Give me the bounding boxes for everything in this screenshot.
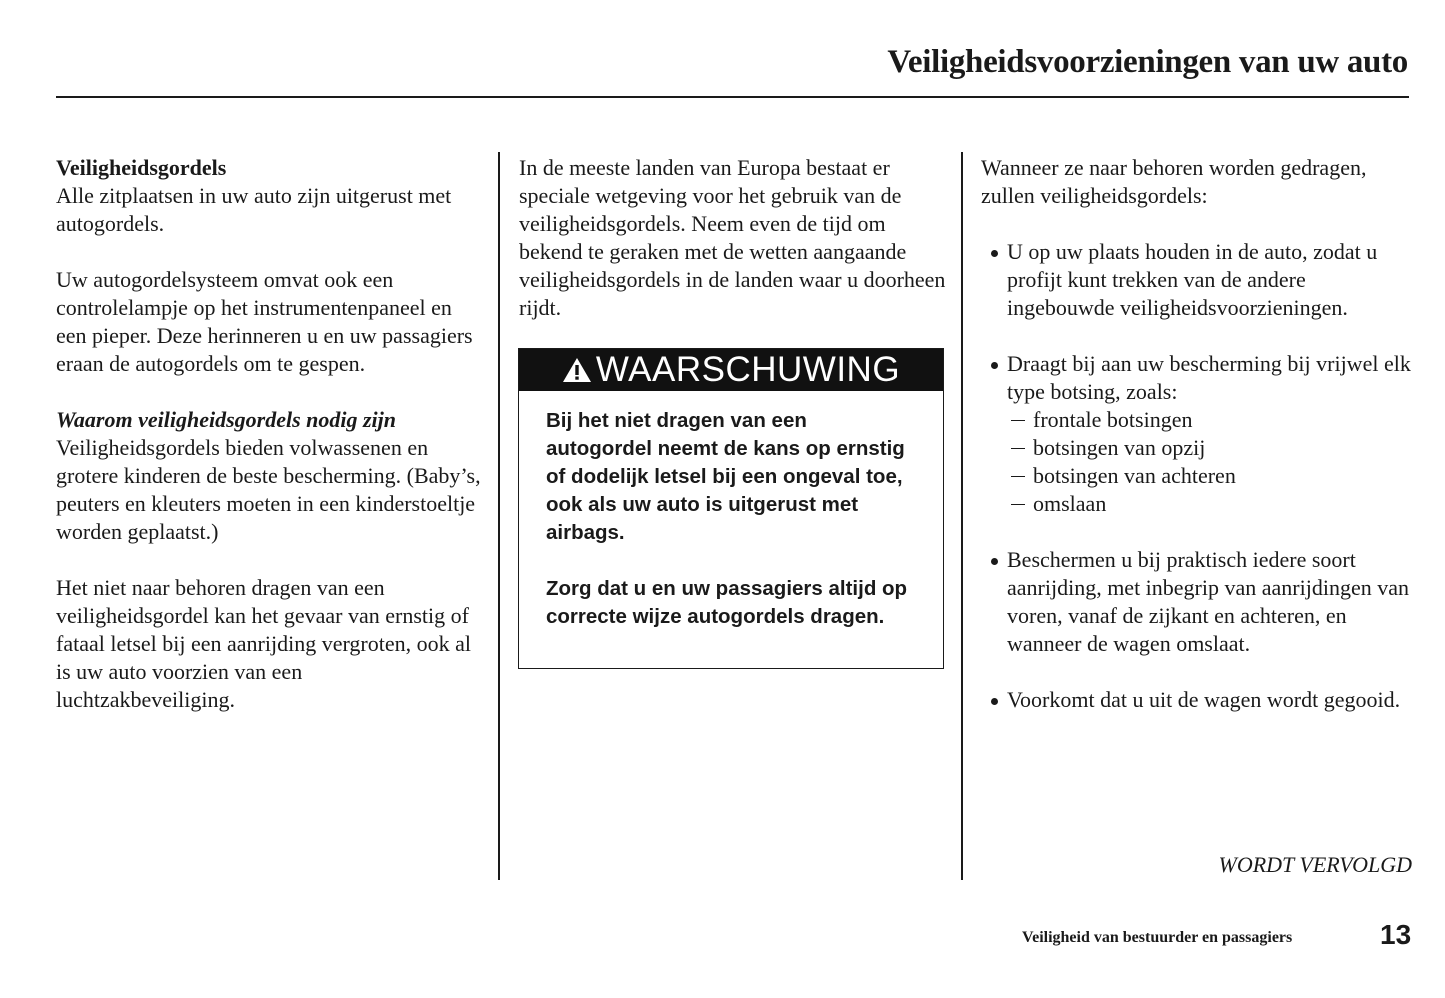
list-item: U op uw plaats houden in de auto, zodat u profijt kunt trekken van de andere ingebouwde veiligheidsvoorzieningen. xyxy=(981,238,1413,322)
why-text: Veiligheidsgordels bieden volwassenen en grotere kinderen de beste bescherming. (Baby’s, peuters en kleuters moeten in een kinderstoeltje worden geplaatst.) xyxy=(56,435,481,544)
law-paragraph: In de meeste landen van Europa bestaat er speciale wetgeving voor het gebruik van de veiligheidsgordels. Neem even de tijd om bekend te geraken met de wetten aangaande veiligheidsgordels in de landen waar u doorheen rijdt. xyxy=(519,155,946,320)
risk-paragraph: Het niet naar behoren dragen van een veiligheidsgordel kan het gevaar van ernstig of fataal letsel bij een aanrijding vergroten, ook al is uw auto voorzien van een luchtzakbeveiliging. xyxy=(56,575,471,712)
warning-text-2: Zorg dat u en uw passagiers altijd op correcte wijze autogordels dragen. xyxy=(546,577,908,628)
why-paragraph xyxy=(56,406,486,546)
page-title: Veiligheidsvoorzieningen van uw auto xyxy=(887,44,1408,80)
benefits-list xyxy=(981,238,1413,714)
column-2 xyxy=(519,154,947,350)
warning-title: WAARSCHUWING xyxy=(595,350,901,389)
benefits-intro: Wanneer ze naar behoren worden gedragen, zullen veiligheidsgordels: xyxy=(981,155,1367,208)
intro-paragraph xyxy=(56,154,486,238)
sub-list-item: omslaan xyxy=(1007,490,1413,518)
section-heading: Veiligheidsgordels xyxy=(56,155,227,180)
collision-types-list xyxy=(1007,406,1413,518)
system-paragraph: Uw autogordelsysteem omvat ook een controlelampje op het instrumentenpaneel en een pieper. Deze herinneren u en uw passagiers eraan de autogordels om te gespen. xyxy=(56,267,473,376)
header-rule xyxy=(56,96,1409,98)
column-divider-right xyxy=(961,152,963,880)
page-number: 13 xyxy=(1380,919,1412,950)
list-item: Voorkomt dat u uit de wagen wordt gegooid. xyxy=(981,686,1413,714)
column-1 xyxy=(56,154,486,742)
list-item: Beschermen u bij praktisch iedere soort aanrijding, met inbegrip van aanrijdingen van voren, vanaf de zijkant en achteren, en wanneer de wagen omslaat. xyxy=(981,546,1413,658)
warning-box xyxy=(518,348,944,669)
column-divider-left xyxy=(498,152,500,880)
list-item xyxy=(981,350,1413,518)
warning-text-1: Bij het niet dragen van een autogordel neemt de kans op ernstig of dodelijk letsel bij een ongeval toe, ook als uw auto is uitgerust met airbags. xyxy=(546,409,905,544)
list-item-text: Draagt bij aan uw bescherming bij vrijwel elk type botsing, zoals: xyxy=(1007,351,1411,404)
sub-list-item: frontale botsingen xyxy=(1007,406,1413,434)
warning-triangle-icon xyxy=(562,357,592,383)
warning-header xyxy=(519,349,943,391)
sub-list-item: botsingen van achteren xyxy=(1007,462,1413,490)
sub-list-item: botsingen van opzij xyxy=(1007,434,1413,462)
column-3 xyxy=(981,154,1413,742)
why-heading: Waarom veiligheidsgordels nodig zijn xyxy=(56,407,397,432)
footer-section-title: Veiligheid van bestuurder en passagiers xyxy=(1022,929,1293,946)
warning-body xyxy=(519,391,943,631)
intro-text: Alle zitplaatsen in uw auto zijn uitgerust met autogordels. xyxy=(56,183,452,236)
continued-label: WORDT VERVOLGD xyxy=(1218,852,1412,877)
